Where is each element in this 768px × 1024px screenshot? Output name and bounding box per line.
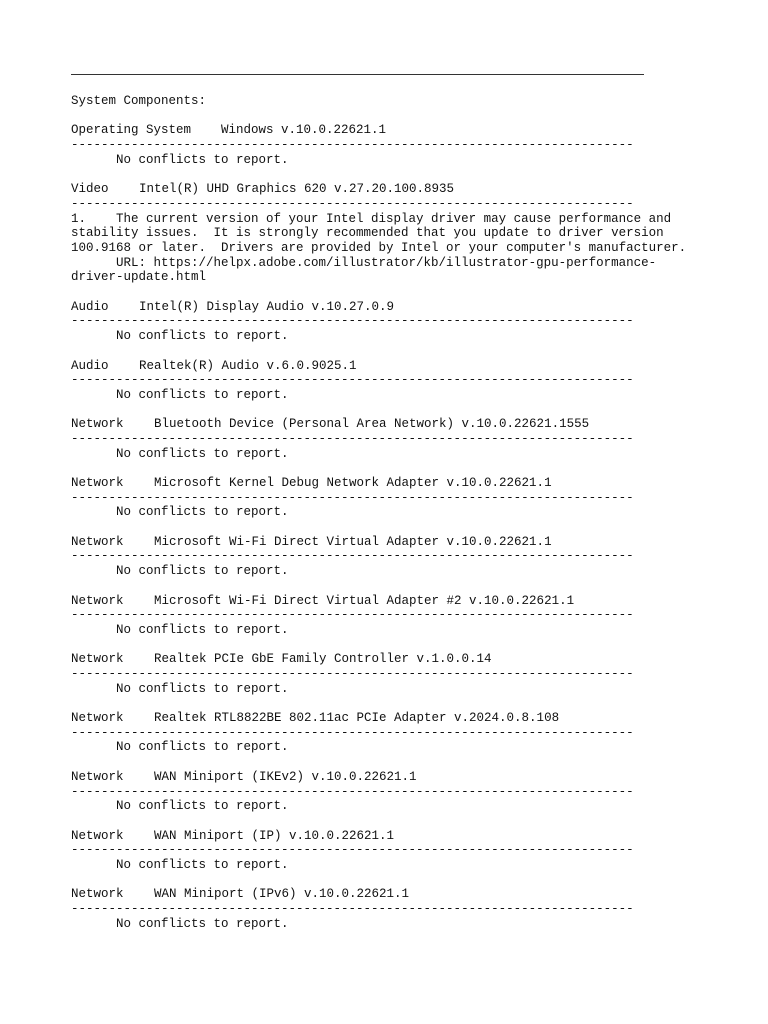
component-network (71, 535, 761, 579)
component-note: No conflicts to report. (116, 622, 289, 637)
component-type: Network (71, 534, 124, 549)
divider-dashes: --------------------------------------------------------------------------- (71, 373, 634, 388)
component-network (71, 711, 761, 755)
component-audio (71, 300, 761, 344)
divider-dashes: --------------------------------------------------------------------------- (71, 725, 634, 740)
divider-dashes: --------------------------------------------------------------------------- (71, 608, 634, 623)
component-header (71, 123, 761, 138)
component-note: No conflicts to report. (116, 152, 289, 167)
divider-dashes: --------------------------------------------------------------------------- (71, 138, 634, 153)
component-name: Windows v.10.0.22621.1 (221, 123, 387, 138)
component-header (71, 182, 761, 197)
component-network (71, 652, 761, 696)
divider-dashes: --------------------------------------------------------------------------- (71, 784, 634, 799)
component-type: Network (71, 769, 124, 784)
component-name: Microsoft Kernel Debug Network Adapter v.10.0.22621.1 (154, 476, 552, 491)
issue-line: 1. The current version of your Intel display driver may cause performance and (71, 211, 672, 226)
component-header (71, 417, 761, 432)
component-header (71, 359, 761, 374)
component-note: No conflicts to report. (116, 681, 289, 696)
issue-line: 100.9168 or later. Drivers are provided by Intel or your computer's manufacturer. (71, 240, 687, 255)
component-note: No conflicts to report. (116, 858, 289, 872)
component-header (71, 535, 761, 550)
divider-dashes: --------------------------------------------------------------------------- (71, 843, 634, 858)
component-header (71, 594, 761, 609)
section-heading: System Components: (71, 94, 207, 108)
issue-url-line: URL: https://helpx.adobe.com/illustrator/kb/illustrator-gpu-performance- (71, 255, 657, 270)
system-report-page (71, 74, 761, 946)
component-header (71, 887, 761, 902)
component-video (71, 182, 761, 285)
issue-url-line: driver-update.html (71, 270, 207, 285)
component-audio (71, 359, 761, 403)
divider-dashes: --------------------------------------------------------------------------- (71, 490, 634, 505)
component-header (71, 770, 761, 785)
component-network (71, 829, 761, 873)
component-name: Realtek RTL8822BE 802.11ac PCIe Adapter v.2024.0.8.108 (154, 711, 560, 726)
component-type: Network (71, 887, 124, 902)
component-type: Video (71, 182, 109, 197)
divider-dashes: --------------------------------------------------------------------------- (71, 902, 634, 917)
component-note: No conflicts to report. (116, 329, 289, 344)
component-name: Bluetooth Device (Personal Area Network) v.10.0.22621.1555 (154, 417, 590, 432)
component-type: Network (71, 711, 124, 726)
component-header (71, 711, 761, 726)
component-note: No conflicts to report. (116, 740, 289, 755)
component-type: Network (71, 417, 124, 432)
component-header (71, 300, 761, 315)
component-type: Network (71, 652, 124, 667)
component-name: Microsoft Wi-Fi Direct Virtual Adapter v.10.0.22621.1 (154, 534, 552, 549)
divider-dashes: --------------------------------------------------------------------------- (71, 196, 634, 211)
component-name: Microsoft Wi-Fi Direct Virtual Adapter #2 v.10.0.22621.1 (154, 593, 575, 608)
component-network (71, 417, 761, 461)
divider-dashes: --------------------------------------------------------------------------- (71, 431, 634, 446)
component-name: Intel(R) Display Audio v.10.27.0.9 (139, 299, 395, 314)
component-operating-system (71, 123, 761, 167)
component-network (71, 770, 761, 814)
component-name: WAN Miniport (IP) v.10.0.22621.1 (154, 828, 395, 843)
component-name: Realtek PCIe GbE Family Controller v.1.0.0.14 (154, 652, 492, 667)
component-network (71, 476, 761, 520)
component-name: Intel(R) UHD Graphics 620 v.27.20.100.8935 (139, 182, 455, 197)
component-network (71, 887, 761, 931)
component-header (71, 476, 761, 491)
issue-line: stability issues. It is strongly recommended that you update to driver version (71, 226, 664, 241)
component-name: WAN Miniport (IKEv2) v.10.0.22621.1 (154, 769, 417, 784)
component-note: No conflicts to report. (116, 446, 289, 461)
component-note: No conflicts to report. (116, 505, 289, 520)
component-note: No conflicts to report. (116, 916, 289, 931)
component-header (71, 829, 761, 844)
component-name: Realtek(R) Audio v.6.0.9025.1 (139, 358, 357, 373)
component-network (71, 594, 761, 638)
component-type: Network (71, 828, 124, 843)
component-header (71, 652, 761, 667)
component-type: Network (71, 476, 124, 491)
component-name: WAN Miniport (IPv6) v.10.0.22621.1 (154, 887, 410, 902)
component-type: Network (71, 593, 124, 608)
component-note: No conflicts to report. (116, 387, 289, 402)
component-note: No conflicts to report. (116, 564, 289, 579)
component-note: No conflicts to report. (116, 799, 289, 814)
component-type: Audio (71, 358, 109, 373)
component-type: Audio (71, 299, 109, 314)
top-rule (71, 74, 644, 75)
divider-dashes: --------------------------------------------------------------------------- (71, 667, 634, 682)
divider-dashes: --------------------------------------------------------------------------- (71, 314, 634, 329)
component-type: Operating System (71, 123, 192, 138)
divider-dashes: --------------------------------------------------------------------------- (71, 549, 634, 564)
